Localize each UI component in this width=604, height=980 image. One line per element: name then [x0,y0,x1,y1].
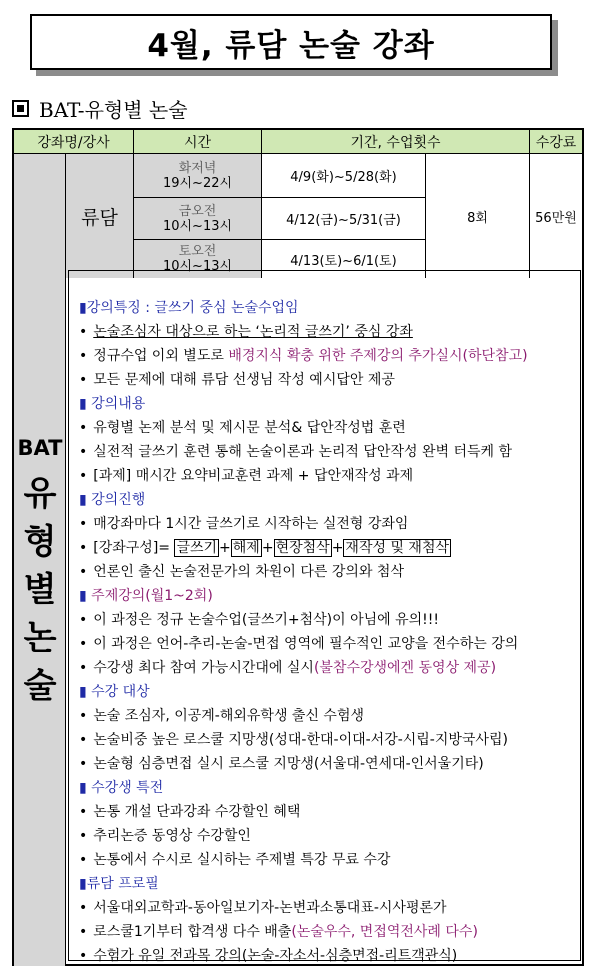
side-char: 유 [23,474,57,514]
section-benefit-title: ▮ 수강생 특전 [79,780,164,796]
list-item: • 언론인 출신 논술전문가의 차원이 다른 강의와 첨삭 [79,561,404,581]
time-label: 10시~13시 [162,218,233,234]
description-box [68,270,581,964]
list-item: • 정규수업 이외 별도로 배경지식 확충 위한 주제강의 추가실시(하단참고) [79,345,528,365]
section-title: BAT-유형별 논술 [39,98,188,122]
period-cell [262,154,426,198]
list-item: • 이 과정은 언어-추리-논술-면접 영역에 필수적인 교양을 전수하는 강의 [79,633,518,653]
course-table [12,128,584,966]
instructor-cell [66,154,134,278]
time-cell [134,154,262,198]
list-item: • 논술비중 높은 로스쿨 지망생(성대-한대-이대-서강-시립-지방국사립) [79,729,508,749]
header-course: 강좌명/강사 [14,130,134,154]
count-label: 8회 [467,210,488,226]
section-content-title: ▮ 강의내용 [79,396,146,412]
list-item: • 매강좌마다 1시간 글쓰기로 시작하는 실전형 강좌임 [79,513,408,533]
list-item: • 로스쿨1기부터 합격생 다수 배출(논술우수, 면접역전사례 다수) [79,921,478,941]
list-item: • 유형별 논제 분석 및 제시문 분석& 답안작성법 훈련 [79,417,406,437]
period-label: 4/12(금)~5/31(금) [286,213,401,228]
instructor-name: 류담 [81,206,118,229]
list-item: • [강좌구성]= 글쓰기 + 해제 + 현장첨삭 + 재작성 및 재첨삭 [79,537,451,557]
side-char: 술 [23,666,57,706]
list-item: • 수강생 최다 참여 가능시간대에 실시(불참수강생에겐 동영상 제공) [79,657,496,677]
page-title: 4월, 류담 논술 강좌 [147,27,435,64]
list-item: • 모든 문제에 대해 류담 선생님 작성 예시답안 제공 [79,369,395,389]
list-item: • 수험가 유일 전과목 강의(논술-자소서-심층면접-리트객관식) [79,945,457,965]
section-profile-title: ▮류담 프로필 [79,876,159,892]
title-box [30,14,552,70]
side-label-top: BAT [17,436,63,460]
fee-label: 56만원 [535,210,577,226]
list-item: • [과제] 매시간 요약비교훈련 과제 + 답안재작성 과제 [79,465,413,485]
period-label: 4/13(토)~6/1(토) [290,253,397,269]
side-char: 논 [23,618,57,658]
header-fee: 수강료 [530,130,582,154]
section-topic-title: ▮ 주제강의(월1~2회) [79,588,213,604]
time-label: 19시~22시 [162,175,233,191]
section-heading [12,94,188,123]
side-char: 별 [23,570,57,610]
list-item: • 서울대외교학과-동아일보기자-논변과소통대표-시사평론가 [79,897,447,917]
side-label [14,154,66,966]
list-item: • 추리논증 동영상 수강할인 [79,825,251,845]
list-item: • 논통 개설 단과강좌 수강할인 혜택 [79,801,300,821]
count-cell [426,154,530,278]
day-label: 화저녁 [178,160,217,176]
list-item: • 논통에서 수시로 실시하는 주제별 특강 무료 수강 [79,849,390,869]
side-char: 형 [23,522,57,562]
time-cell [134,198,262,240]
section-audience-title: ▮ 수강 대상 [79,684,150,700]
list-item: • 논술형 심층면접 실시 로스쿨 지망생(서울대-연세대-인서울기타) [79,753,484,773]
time-label: 10시~13시 [162,259,233,274]
list-item: • 이 과정은 정규 논술수업(글쓰기+첨삭)이 아님에 유의!!! [79,609,439,629]
list-item: • 논술 조심자, 이공계-해외유학생 출신 수험생 [79,705,364,725]
header-time: 시간 [134,130,262,154]
section-feature-title: ▮강의특징 : 글쓰기 중심 논술수업임 [79,300,299,316]
section-progress-title: ▮ 강의진행 [79,492,146,508]
header-period: 기간, 수업횟수 [262,130,530,154]
day-label: 토오전 [178,244,217,259]
square-bullet-icon [12,100,29,117]
period-cell [262,198,426,240]
list-item: • 실전적 글쓰기 훈련 통해 논술이론과 논리적 답안작성 완벽 터득케 함 [79,441,512,461]
list-item: • 논술조심자 대상으로 하는 ‘논리적 글쓰기’ 중심 강좌 [79,321,413,341]
fee-cell [530,154,582,278]
day-label: 금오전 [178,203,217,219]
period-label: 4/9(화)~5/28(화) [290,170,397,185]
